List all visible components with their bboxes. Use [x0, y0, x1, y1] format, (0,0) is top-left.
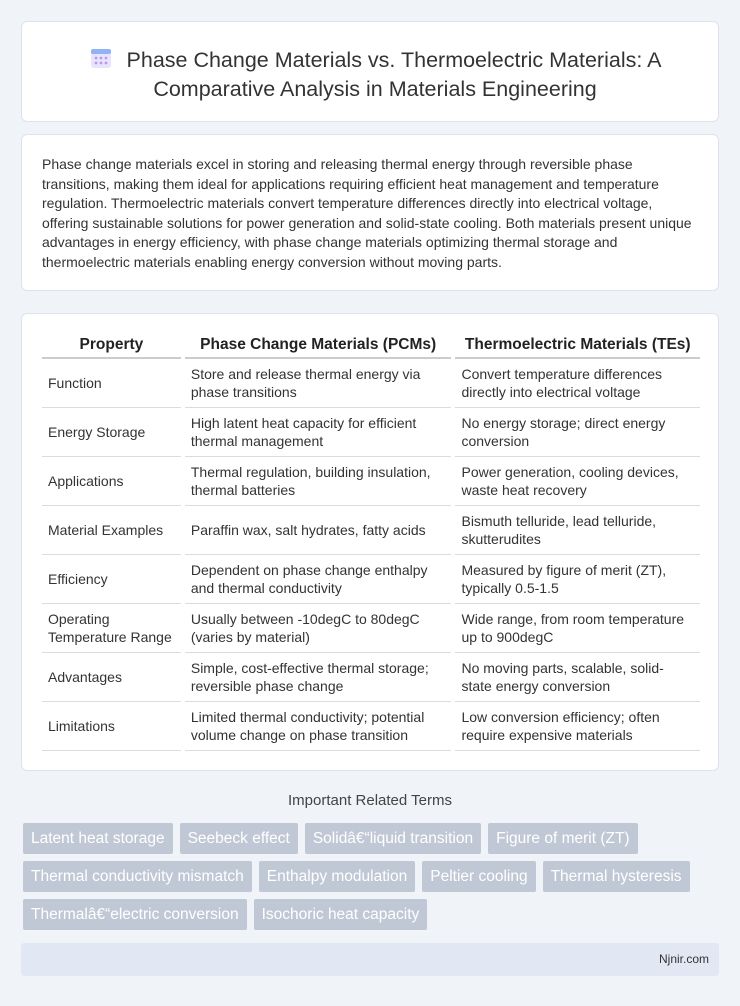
table-row [42, 506, 700, 555]
footer-site-link[interactable]: Njnir.com [658, 952, 709, 966]
table-row [42, 457, 700, 506]
cell-pcm: Dependent on phase change enthalpy and thermal conductivity [185, 555, 452, 604]
header-pcm: Phase Change Materials (PCMs) [185, 332, 452, 359]
cell-te: No moving parts, scalable, solid-state energy conversion [455, 653, 700, 702]
cell-te: No energy storage; direct energy conversion [455, 408, 700, 457]
table-row [42, 555, 700, 604]
cell-te: Bismuth telluride, lead telluride, skutterudites [455, 506, 700, 555]
related-term-tag[interactable]: Thermal hysteresis [543, 861, 690, 892]
related-term-tag[interactable]: Seebeck effect [180, 823, 298, 854]
related-term-tag[interactable]: Figure of merit (ZT) [488, 823, 637, 854]
title-card [21, 21, 719, 122]
cell-te: Low conversion efficiency; often require expensive materials [455, 702, 700, 751]
table-row [42, 653, 700, 702]
cell-pcm: Thermal regulation, building insulation, thermal batteries [185, 457, 452, 506]
related-terms-list [23, 823, 723, 930]
cell-pcm: Simple, cost-effective thermal storage; reversible phase change [185, 653, 452, 702]
intro-card [21, 134, 719, 291]
cell-pcm: Paraffin wax, salt hydrates, fatty acids [185, 506, 452, 555]
intro-paragraph: Phase change materials excel in storing and releasing thermal energy through reversible phase transitions, making them ideal for applications requiring efficient heat management and temperature regulation. Thermoelectric materials convert temperature differences directly into electrical voltage, offering sustainable solutions for power generation and solid-state cooling. Both materials present unique advantages in energy efficiency, with phase change materials optimizing thermal storage and thermoelectric materials enabling energy conversion without moving parts. [42, 156, 692, 270]
cell-pcm: Limited thermal conductivity; potential volume change on phase transition [185, 702, 452, 751]
table-row [42, 359, 700, 408]
calendar-icon [89, 46, 113, 70]
related-term-tag[interactable]: Solidâ€“liquid transition [305, 823, 481, 854]
related-term-tag[interactable]: Isochoric heat capacity [254, 899, 428, 930]
cell-property: Energy Storage [42, 408, 181, 457]
related-term-tag[interactable]: Latent heat storage [23, 823, 173, 854]
related-term-tag[interactable]: Enthalpy modulation [259, 861, 415, 892]
cell-te: Convert temperature differences directly into electrical voltage [455, 359, 700, 408]
cell-property: Limitations [42, 702, 181, 751]
cell-te: Wide range, from room temperature up to 900degC [455, 604, 700, 653]
table-row [42, 408, 700, 457]
comparison-table [42, 332, 700, 751]
cell-te: Power generation, cooling devices, waste heat recovery [455, 457, 700, 506]
related-terms-title: Important Related Terms [288, 792, 452, 809]
table-row [42, 702, 700, 751]
cell-pcm: Store and release thermal energy via phase transitions [185, 359, 452, 408]
cell-pcm: Usually between -10degC to 80degC (varies by material) [185, 604, 452, 653]
cell-property: Efficiency [42, 555, 181, 604]
header-te: Thermoelectric Materials (TEs) [455, 332, 700, 359]
header-property: Property [42, 332, 181, 359]
footer [21, 943, 719, 976]
cell-property: Advantages [42, 653, 181, 702]
related-term-tag[interactable]: Peltier cooling [422, 861, 535, 892]
page-title-text: Phase Change Materials vs. Thermoelectric Materials: A Comparative Analysis in Materials Engineering [126, 48, 662, 101]
page-title [52, 46, 698, 104]
comparison-card [21, 313, 719, 771]
cell-te: Measured by figure of merit (ZT), typically 0.5-1.5 [455, 555, 700, 604]
table-row [42, 604, 700, 653]
cell-property: Operating Temperature Range [42, 604, 181, 653]
related-term-tag[interactable]: Thermalâ€“electric conversion [23, 899, 247, 930]
cell-property: Applications [42, 457, 181, 506]
cell-property: Material Examples [42, 506, 181, 555]
cell-pcm: High latent heat capacity for efficient thermal management [185, 408, 452, 457]
table-header-row [42, 332, 700, 359]
related-term-tag[interactable]: Thermal conductivity mismatch [23, 861, 252, 892]
cell-property: Function [42, 359, 181, 408]
